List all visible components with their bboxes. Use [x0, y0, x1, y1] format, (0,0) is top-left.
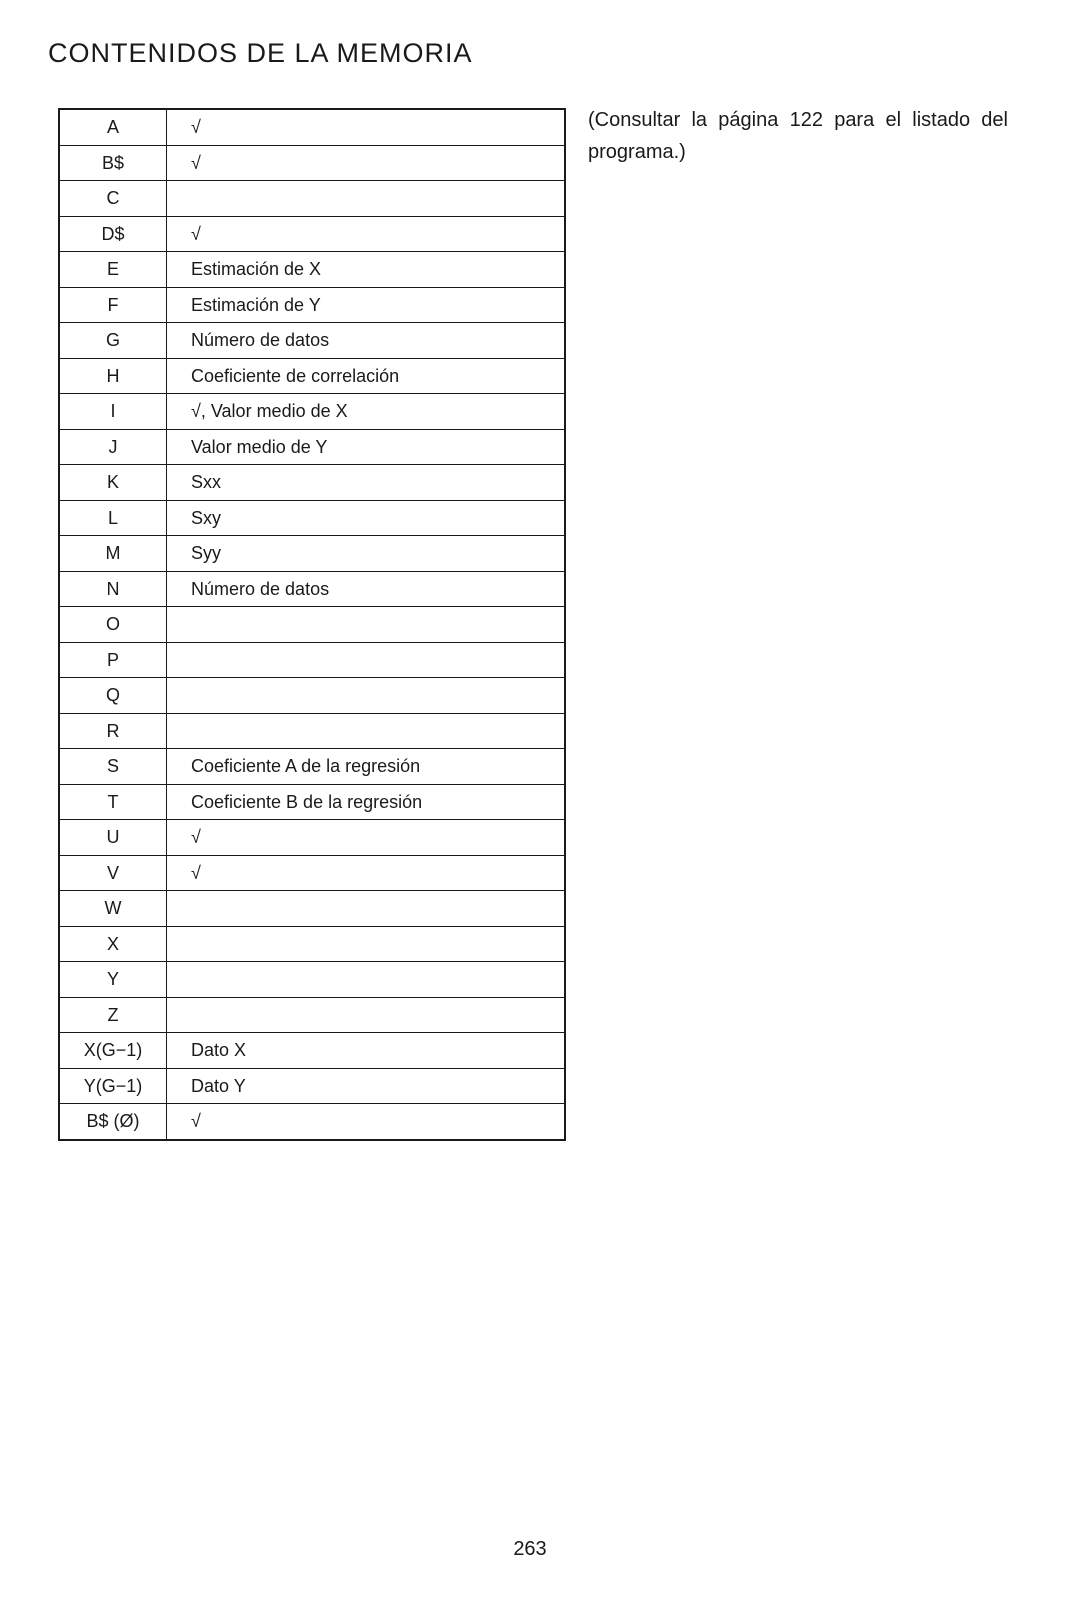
variable-cell: K [59, 465, 167, 501]
table-row [59, 678, 565, 714]
page-number: 263 [513, 1538, 547, 1560]
content-cell: Estimación de Y [167, 287, 566, 323]
table-row [59, 1104, 565, 1140]
table-row [59, 891, 565, 927]
content-cell: Número de datos [167, 571, 566, 607]
variable-cell: L [59, 500, 167, 536]
content-cell [167, 181, 566, 217]
table-row [59, 287, 565, 323]
table-row [59, 962, 565, 998]
table-row [59, 997, 565, 1033]
content-cell: √ [167, 1104, 566, 1140]
memory-table [58, 108, 566, 1141]
variable-cell: Z [59, 997, 167, 1033]
table-row [59, 500, 565, 536]
variable-cell: H [59, 358, 167, 394]
table-row [59, 784, 565, 820]
content-cell [167, 713, 566, 749]
table-row [59, 571, 565, 607]
content-cell: √ [167, 109, 566, 145]
variable-cell: G [59, 323, 167, 359]
variable-cell: M [59, 536, 167, 572]
variable-cell: D$ [59, 216, 167, 252]
variable-cell: R [59, 713, 167, 749]
content-cell [167, 962, 566, 998]
variable-cell: A [59, 109, 167, 145]
table-row [59, 607, 565, 643]
content-cell: Coeficiente A de la regresión [167, 749, 566, 785]
content-cell: √ [167, 820, 566, 856]
page-title: CONTENIDOS DE LA MEMORIA [48, 38, 473, 68]
memory-table-body [59, 109, 565, 1140]
variable-cell: E [59, 252, 167, 288]
table-row [59, 252, 565, 288]
variable-cell: B$ (Ø) [59, 1104, 167, 1140]
content-cell [167, 642, 566, 678]
table-row [59, 181, 565, 217]
table-row [59, 465, 565, 501]
table-row [59, 394, 565, 430]
content-cell: Coeficiente de correlación [167, 358, 566, 394]
content-cell [167, 678, 566, 714]
table-row [59, 926, 565, 962]
content-cell: √ [167, 855, 566, 891]
variable-cell: Y [59, 962, 167, 998]
variable-cell: N [59, 571, 167, 607]
table-row [59, 358, 565, 394]
variable-cell: I [59, 394, 167, 430]
table-row [59, 536, 565, 572]
table-row [59, 1068, 565, 1104]
table-row [59, 429, 565, 465]
content-cell: Dato X [167, 1033, 566, 1069]
content-cell: Sxx [167, 465, 566, 501]
variable-cell: V [59, 855, 167, 891]
program-listing-note: (Consultar la página 122 para el listado del programa.) [588, 109, 1008, 163]
content-cell: Sxy [167, 500, 566, 536]
variable-cell: S [59, 749, 167, 785]
table-row [59, 323, 565, 359]
table-row [59, 820, 565, 856]
table-row [59, 145, 565, 181]
content-cell [167, 926, 566, 962]
content-cell: Número de datos [167, 323, 566, 359]
variable-cell: Y(G−1) [59, 1068, 167, 1104]
table-row [59, 855, 565, 891]
variable-cell: F [59, 287, 167, 323]
content-cell: Estimación de X [167, 252, 566, 288]
content-cell: Coeficiente B de la regresión [167, 784, 566, 820]
variable-cell: X(G−1) [59, 1033, 167, 1069]
variable-cell: B$ [59, 145, 167, 181]
content-cell [167, 607, 566, 643]
table-row [59, 642, 565, 678]
table-row [59, 109, 565, 145]
variable-cell: J [59, 429, 167, 465]
variable-cell: U [59, 820, 167, 856]
variable-cell: O [59, 607, 167, 643]
content-cell: Valor medio de Y [167, 429, 566, 465]
variable-cell: C [59, 181, 167, 217]
content-cell: √ [167, 216, 566, 252]
table-row [59, 216, 565, 252]
content-cell: √ [167, 145, 566, 181]
variable-cell: X [59, 926, 167, 962]
content-cell: Syy [167, 536, 566, 572]
content-cell [167, 891, 566, 927]
variable-cell: Q [59, 678, 167, 714]
content-cell [167, 997, 566, 1033]
variable-cell: P [59, 642, 167, 678]
variable-cell: T [59, 784, 167, 820]
table-row [59, 749, 565, 785]
table-row [59, 1033, 565, 1069]
content-cell: √, Valor medio de X [167, 394, 566, 430]
variable-cell: W [59, 891, 167, 927]
content-cell: Dato Y [167, 1068, 566, 1104]
table-row [59, 713, 565, 749]
